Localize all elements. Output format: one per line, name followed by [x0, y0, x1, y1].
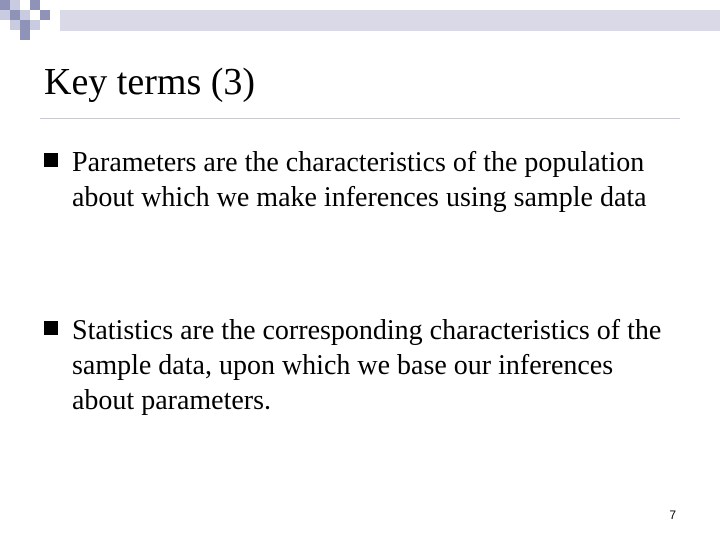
decorative-square: [20, 30, 30, 40]
decorative-square: [30, 0, 40, 10]
decorative-square: [10, 10, 20, 20]
decorative-square: [20, 20, 30, 30]
decorative-square: [40, 10, 50, 20]
title-divider: [40, 118, 680, 119]
bullet-text: Parameters are the characteristics of the population about which we make inferences using sample data: [72, 147, 647, 213]
slide-title: Key terms (3): [44, 61, 256, 103]
square-bullet-icon: [44, 153, 58, 167]
decorative-square: [10, 20, 20, 30]
decorative-square: [30, 20, 40, 30]
decorative-square: [0, 0, 10, 10]
decorative-square: [20, 10, 30, 20]
page-number: 7: [669, 508, 676, 522]
decorative-square: [0, 10, 10, 20]
decorative-band: [60, 10, 720, 31]
decorative-corner-pattern: [0, 0, 720, 44]
square-bullet-icon: [44, 321, 58, 335]
decorative-square: [10, 0, 20, 10]
bullet-text: Statistics are the corresponding characteristics of the sample data, upon which we base our inferences about parameters.: [72, 315, 662, 416]
